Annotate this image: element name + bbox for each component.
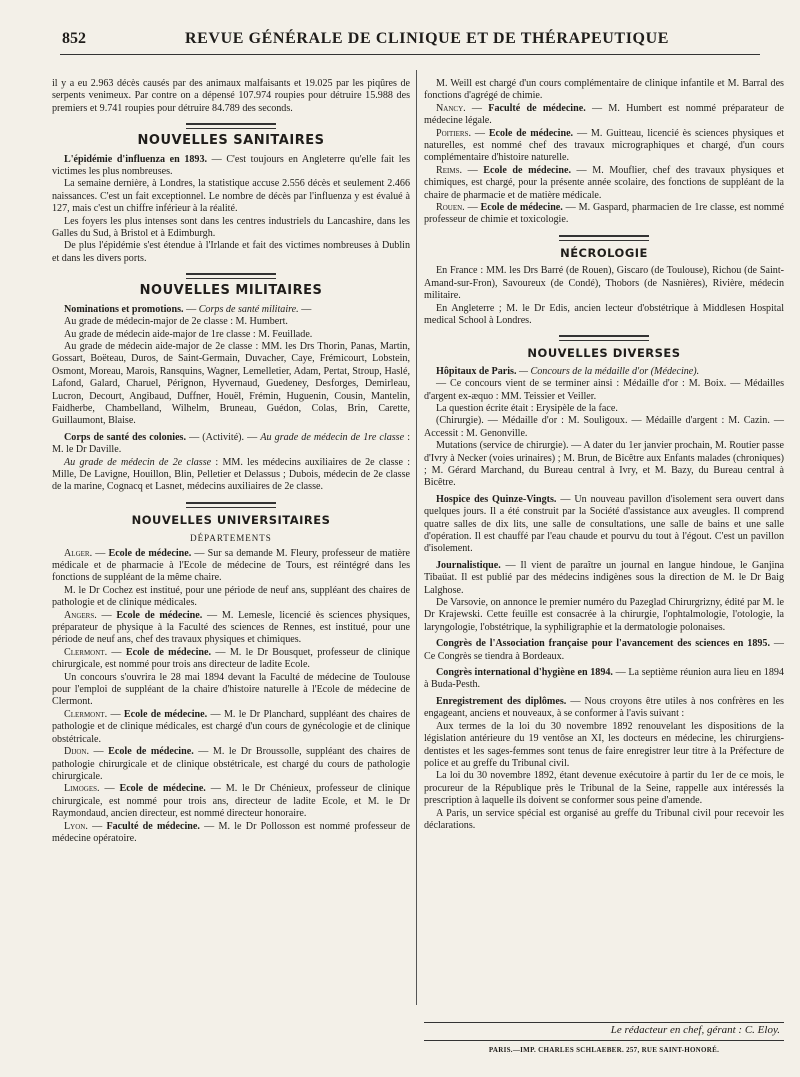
colonies-paragraph: Corps de santé des colonies. — (Activité). — Au grade de médecin de 1re classe : M. le Dr Daville. [52, 431, 411, 456]
hopitaux-p3: (Chirurgie). — Médaille d'or : M. Souligoux. — Médaille d'argent : M. Cazin. — Accessit : M. Genonville. [424, 415, 784, 439]
influenza-paragraph-4: De plus l'épidémie s'est étendue à l'Irlande et fait des victimes nombreuses à Dublin et dans les divers ports. [52, 240, 410, 264]
alger-paragraph: Alger. — Ecole de médecine. — Sur sa demande M. Fleury, professeur de matière médicale et de pharmacie à l'Ecole de médecine de Tours, est réintégré dans les fonctions de suppléant de la même chaire. [52, 547, 410, 584]
quinze-vingts-paragraph: Hospice des Quinze-Vingts. — Un nouveau pavillon d'isolement sera ouvert dans quelques jours. Il a été construit par la Société d'assistance aux aveugles. Il comprend quatre salles de dix lits, une salle de consultations, une salle de bains et une salle d'opération. Il est chauffé par l'eau chaude et pourvu du tout à l'égout. C'est un pavillon d'isolement. [424, 493, 785, 555]
hopitaux-p2: La question écrite était : Erysipèle de la face. [436, 402, 618, 414]
influenza-heading: L'épidémie d'influenza en 1893. [64, 153, 208, 165]
diplomes-paragraph-2: Aux termes de la loi du 30 novembre 1892 renouvelant les dispositions de la législation antérieure du 19 ventôse an XI, les docteurs en médecine, les chirurgiens-dentistes et les sages-femmes sont tenus de faire enregistrer leur titre à la Préfecture de police et au greffe du Tribunal civil. [424, 720, 784, 769]
clermont2-paragraph: Clermont. — Ecole de médecine. — M. le Dr Planchard, suppléant des chaires de pathologie et de clinique médicales, est chargé d'un cours de gynécologie et de clinique obstétricale. [52, 708, 410, 745]
journalistique-paragraph: Journalistique. — Il vient de paraître un journal en langue hindoue, le Ganjina Tibaüat. Il est publié par des médecins indigènes sous la direction de M. le Dr Baig Lalghose. [424, 559, 784, 596]
colonies-paragraph-2: Au grade de médecin de 2e classe : MM. les médecins auxiliaires de 2e classe : Mille, De Lavigne, Houillon, Blin, Pelletier et Delassus ; Dubois, médecin de 2e classe de la marine, Cognacq et Lasnet, médecins auxiliaires de 2e classe. [52, 456, 410, 493]
limoges-paragraph: Limoges. — Ecole de médecine. — M. le Dr Chénieux, professeur de clinique chirurgicale, est nommé pour trois ans, directeur de ladite Ecole, et M. le Dr Raymondaud, ancien directeur, est nommé directeur honoraire. [52, 783, 410, 820]
hygiene-paragraph: Congrès international d'hygiène en 1894. — La septième réunion aura lieu en 1894 à Buda-Pesth. [424, 667, 784, 691]
angers-paragraph: Angers. — Ecole de médecine. — M. Lemesle, licencié ès sciences physiques, préparateur de physique à la Faculté des sciences de Rennes, est institué, pour une période de neuf ans, chef des travaux physiques et chimiques. [52, 609, 410, 646]
right-column [424, 78, 784, 832]
section-title-universitaires: NOUVELLES UNIVERSITAIRES [52, 502, 410, 526]
column-divider [416, 70, 417, 1005]
nominations-paragraph: Nominations et promotions. — Corps de santé militaire. — [64, 303, 312, 315]
signature-rule-top [424, 1022, 784, 1023]
necrologie-paragraph-1: En France : MM. les Drs Barré (de Rouen), Giscaro (de Toulouse), Richou (de Saint-Amand-sur-Fron), Savoureux (de Condé), Thobors (de Nasnières), Rivière, médecin militaire. [424, 265, 784, 302]
necrologie-paragraph-2: En Angleterre ; M. le Dr Edis, ancien lecteur d'obstétrique à Middlesen Hospital medical School à Londres. [424, 302, 784, 326]
colonies-heading: Corps de santé des colonies. [64, 431, 187, 443]
section-title-militaires: NOUVELLES MILITAIRES [52, 273, 410, 297]
lyon-paragraph: Lyon. — Faculté de médecine. — M. le Dr Pollosson est nommé professeur de médecine opératoire. [52, 820, 411, 844]
congres-paragraph: Congrès de l'Association française pour l'avancement des sciences en 1895. — Ce Congrès se tiendra à Bordeaux. [424, 638, 785, 662]
clermont-paragraph: Clermont. — Ecole de médecine. — M. le Dr Bousquet, professeur de clinique chirurgicale, est nommé pour trois ans directeur de ladite Ecole. [52, 646, 411, 671]
hopitaux-p4: Mutations (service de chirurgie). — A dater du 1er janvier prochain, M. Routier passe d'Ivry à Necker (voies urinaires) ; M. Brun, de Bicêtre aux Enfants malades (chroniques) ; M. Gérard Marchand, du Bureau central à Ivry, et M. Bazy, du Bureau central à Bicêtre. [424, 440, 784, 489]
nancy-paragraph: Nancy. — Faculté de médecine. — M. Humbert est nommé préparateur de médecine légale. [424, 102, 784, 127]
journal-title: REVUE GÉNÉRALE DE CLINIQUE ET DE THÉRAPEUTIQUE [185, 30, 669, 47]
nominations-p3: Au grade de médecin aide-major de 2e classe : MM. les Drs Thorin, Panas, Martin, Gossart, Boëteau, Duros, de Saint-Germain, Duvacher, Caye, Frémicourt, Lobstein, Osmont, Moreau, Marois, Ransquins, Wagner, Lemelletier, Adam, Pertat, Stroup, Haslé, Lafond, Galard, Charuel, Pérignon, Hyvernaud, Guedeney, Desforges, Demirleau, Lucron, Decourt, Angibaud, Duffner, Houël, Frémin, Huguenin, Cousin, Mantelin, Faidherbe, Chambelland, Wilhelm, Bruneau, Guédon, Colas, Brin, Carette, Guillaumont, Blaise. [52, 340, 410, 427]
nominations-p2: Au grade de médecin aide-major de 1re classe : M. Feuillade. [64, 328, 313, 340]
journalistique-paragraph-2: De Varsovie, on annonce le premier numéro du Pazeglad Chirurgrizny, édité par M. le Dr Krajewski. Cette feuille est consacrée à la chirurgie, l'ophtalmologie, l'otologie, la laryngologie, l'obstétrique, la syphiligraphie et la dermatologie polonaises. [424, 597, 784, 633]
page-header [62, 30, 752, 52]
diplomes-paragraph: Enregistrement des diplômes. — Nous croyons être utiles à nos confrères en les engageant, anciens et nouveaux, à se conformer à l'avis suivant : [424, 695, 784, 720]
diplomes-paragraph-3: La loi du 30 novembre 1892, étant devenue exécutoire à partir du 1er de ce mois, le procureur de la République près le Tribunal de la Seine, rappelle aux intéressés la prescription à laquelle ils doivent se conformer sous peine d'amende. [424, 770, 784, 807]
nominations-heading: Nominations et promotions. [64, 303, 184, 315]
left-column [52, 78, 410, 845]
reims-paragraph: Reims. — Ecole de médecine. — M. Mouflier, chef des travaux physiques et chimiques, est chargé, pour la présente année scolaire, des fonctions de suppléant de la chaire de pharmacie et de matière médicale. [424, 164, 785, 201]
alger-paragraph-2: M. le Dr Cochez est institué, pour une période de neuf ans, suppléant des chaires de pathologie et de clinique médicales. [52, 584, 410, 609]
diplomes-paragraph-4: A Paris, un service spécial est organisé au greffe du Tribunal civil pour recevoir les déclarations. [424, 807, 784, 831]
header-rule [60, 54, 760, 55]
hopitaux-heading: Hôpitaux de Paris. [436, 365, 517, 377]
poitiers-paragraph: Poitiers. — Ecole de médecine. — M. Guitteau, licencié ès sciences physiques et naturelles, est nommé chef des travaux micrographiques et chargé, d'un cours complémentaire d'histoire naturelle. [424, 127, 784, 164]
dijon-paragraph: Dijon. — Ecole de médecine. — M. le Dr Broussolle, suppléant des chaires de pathologie chirurgicale et de clinique obstétricale, est chargé du cours de pathologie chirurgicale. [52, 746, 410, 782]
section-title-necrologie: NÉCROLOGIE [424, 235, 784, 259]
influenza-paragraph: L'épidémie d'influenza en 1893. — C'est toujours en Angleterre qu'elle fait les victimes les plus nombreuses. [52, 153, 410, 178]
hopitaux-paragraph: Hôpitaux de Paris. — Concours de la médaille d'or (Médecine). [436, 365, 700, 377]
rouen-paragraph: Rouen. — Ecole de médecine. — M. Gaspard, pharmacien de 1re classe, est nommé professeur de chimie et toxicologie. [424, 202, 784, 226]
influenza-paragraph-2: La semaine dernière, à Londres, la statistique accuse 2.556 décès et seulement 2.466 naissances. C'est un fait exceptionnel. Le nombre de décès par l'influenza y est évalué à 127, mais c'est un chiffre inférieur à la réalité. [52, 178, 410, 215]
intro-paragraph: il y a eu 2.963 décès causés par des animaux malfaisants et 19.025 par les piqûres de serpents venimeux. Par contre on a dépensé 107.974 roupies pour détruire 15.988 des premiers et 9.741 roupies pour détruire 84.789 des seconds. [52, 78, 410, 114]
section-title-sanitaires: NOUVELLES SANITAIRES [52, 123, 410, 147]
page-number: 852 [62, 30, 86, 47]
section-title-diverses: NOUVELLES DIVERSES [424, 335, 784, 359]
hopitaux-p1: — Ce concours vient de se terminer ainsi : Médaille d'or : M. Boix. — Médailles d'argent ex-æquo : MM. Teissier et Veiller. [424, 378, 784, 402]
departements-subtitle: DÉPARTEMENTS [190, 533, 272, 544]
influenza-paragraph-3: Les foyers les plus intenses sont dans les centres industriels du Lancashire, dans les Galles du Sud, à Bristol et à Edimburgh. [52, 215, 410, 240]
clermont-paragraph-2: Un concours s'ouvrira le 28 mai 1894 devant la Faculté de médecine de Toulouse pour l'emploi de suppléant de la chaire d'histoire naturelle à l'Ecole de médecine de Clermont. [52, 671, 410, 708]
nominations-p1: Au grade de médecin-major de 2e classe : M. Humbert. [64, 316, 288, 328]
editor-signature: Le rédacteur en chef, gérant : C. Eloy. [610, 1024, 780, 1036]
printer-imprint: PARIS.—IMP. CHARLES SCHLAEBER. 257, RUE SAINT-HONORÉ. [488, 1046, 720, 1054]
lyon-continued: M. Weill est chargé d'un cours complémentaire de clinique infantile et M. Barral des fonctions d'agrégé de chimie. [424, 78, 784, 102]
signature-rule-bottom [424, 1040, 784, 1041]
